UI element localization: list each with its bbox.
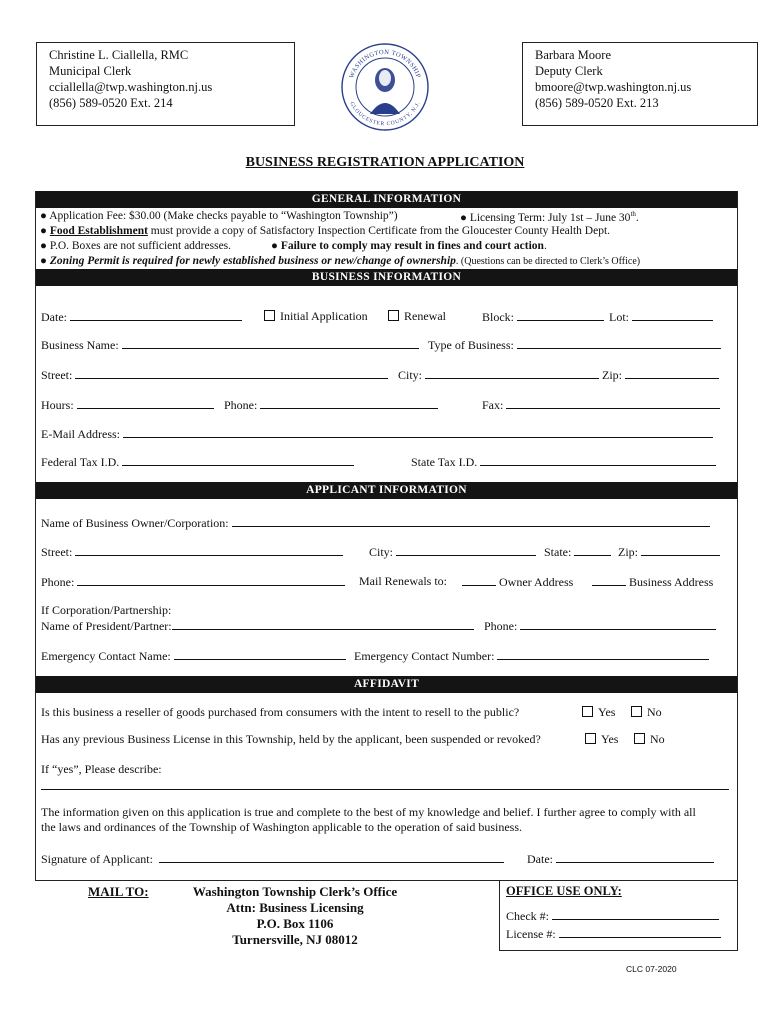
emergency-contact-number-field[interactable]: Emergency Contact Number:: [354, 648, 709, 664]
mail-address-line-1: Washington Township Clerk’s Office: [192, 884, 398, 899]
signature-date-field[interactable]: Date:: [527, 851, 714, 867]
mail-address-line-3: P.O. Box 1106: [256, 916, 334, 931]
renewal-checkbox[interactable]: Renewal: [388, 309, 446, 324]
deputy-phone: (856) 589-0520 Ext. 213: [535, 96, 659, 110]
checkbox-icon[interactable]: [388, 310, 399, 321]
licensing-term: ● Licensing Term: July 1st – June 30th.: [460, 210, 639, 224]
email-field[interactable]: E-Mail Address:: [41, 426, 713, 442]
clerk-name: Christine L. Ciallella, RMC: [49, 48, 189, 62]
office-use-box: [499, 880, 738, 951]
business-date-field[interactable]: Date:: [41, 309, 242, 325]
seal-top-text: WASHINGTON TOWNSHIP: [348, 48, 422, 80]
mailing-address: [170, 884, 420, 948]
clerk-phone: (856) 589-0520 Ext. 214: [49, 96, 173, 110]
mail-to-label: MAIL TO:: [88, 884, 149, 899]
township-seal-logo: [340, 42, 430, 132]
seal-bottom-text: GLOUCESTER COUNTY, N.J.: [348, 100, 422, 128]
suspended-question: Has any previous Business License in this Township, held by the applicant, been suspended or revoked?: [41, 732, 541, 746]
lot-field[interactable]: Lot:: [609, 309, 713, 325]
page-title: BUSINESS REGISTRATION APPLICATION: [245, 155, 525, 170]
deputy-name: Barbara Moore: [535, 48, 612, 62]
applicant-zip-field[interactable]: Zip:: [618, 544, 720, 560]
food-establishment-line: ● Food Establishment must provide a copy of Satisfactory Inspection Certificate from the Gloucester County Health Dept.: [40, 225, 611, 237]
suspended-yes-checkbox[interactable]: Yes: [585, 732, 618, 747]
license-number-field[interactable]: License #:: [506, 926, 721, 942]
emergency-contact-name-field[interactable]: Emergency Contact Name:: [41, 648, 346, 664]
reseller-question: Is this business a reseller of goods purchased from consumers with the intent to resell to the public?: [41, 705, 520, 719]
registration-form: [35, 191, 738, 881]
reseller-no-checkbox[interactable]: No: [631, 705, 662, 720]
reseller-yes-checkbox[interactable]: Yes: [582, 705, 615, 720]
municipal-clerk-contact: [36, 42, 295, 126]
form-code: CLC 07-2020: [626, 964, 677, 974]
office-use-title: OFFICE USE ONLY:: [506, 884, 622, 898]
checkbox-icon[interactable]: [585, 733, 596, 744]
business-owner-field[interactable]: Name of Business Owner/Corporation:: [41, 515, 710, 531]
type-of-business-field[interactable]: Type of Business:: [428, 337, 721, 353]
clerk-title: Municipal Clerk: [49, 64, 132, 78]
owner-address-option[interactable]: Owner Address: [462, 574, 573, 590]
business-information-header: BUSINESS INFORMATION: [36, 269, 737, 286]
suspended-no-checkbox[interactable]: No: [634, 732, 665, 747]
business-street-field[interactable]: Street:: [41, 367, 388, 383]
signature-field[interactable]: Signature of Applicant:: [41, 851, 504, 867]
business-address-option[interactable]: Business Address: [592, 574, 713, 590]
applicant-city-field[interactable]: City:: [369, 544, 536, 560]
deputy-clerk-contact: [522, 42, 758, 126]
affidavit-statement-line-1: The information given on this application is true and complete to the best of my knowledge and belief. I further agree to comply with all: [41, 805, 696, 819]
affidavit-header: AFFIDAVIT: [36, 676, 737, 693]
president-partner-field[interactable]: Name of President/Partner:: [41, 618, 474, 634]
describe-line[interactable]: [41, 789, 729, 790]
mail-address-line-2: Attn: Business Licensing: [226, 900, 364, 915]
president-phone-field[interactable]: Phone:: [484, 618, 716, 634]
checkbox-icon[interactable]: [634, 733, 645, 744]
check-number-field[interactable]: Check #:: [506, 908, 719, 924]
clerk-email: cciallella@twp.washington.nj.us: [49, 80, 213, 94]
deputy-title: Deputy Clerk: [535, 64, 603, 78]
describe-label: If “yes”, Please describe:: [41, 762, 162, 776]
applicant-state-field[interactable]: State:: [544, 544, 611, 560]
fee-line: ● Application Fee: $30.00 (Make checks payable to “Washington Township”): [40, 210, 398, 222]
mail-renewals-label: Mail Renewals to:: [359, 574, 447, 588]
applicant-information-header: APPLICANT INFORMATION: [36, 482, 737, 499]
checkbox-icon[interactable]: [582, 706, 593, 717]
po-box-line: ● P.O. Boxes are not sufficient addresses.: [40, 240, 232, 252]
business-name-field[interactable]: Business Name:: [41, 337, 419, 353]
applicant-phone-field[interactable]: Phone:: [41, 574, 345, 590]
applicant-street-field[interactable]: Street:: [41, 544, 343, 560]
zoning-line: ● Zoning Permit is required for newly established business or new/change of ownership. (Questions can be directed to Clerk’s Office): [40, 255, 641, 267]
initial-application-checkbox[interactable]: Initial Application: [264, 309, 368, 324]
block-field[interactable]: Block:: [482, 309, 604, 325]
general-information-header: GENERAL INFORMATION: [36, 191, 737, 208]
hours-field[interactable]: Hours:: [41, 397, 214, 413]
fax-field[interactable]: Fax:: [482, 397, 720, 413]
business-zip-field[interactable]: Zip:: [602, 367, 719, 383]
checkbox-icon[interactable]: [264, 310, 275, 321]
business-phone-field[interactable]: Phone:: [224, 397, 438, 413]
federal-tax-id-field[interactable]: Federal Tax I.D.: [41, 454, 354, 470]
mail-address-line-4: Turnersville, NJ 08012: [232, 932, 358, 947]
state-tax-id-field[interactable]: State Tax I.D.: [411, 454, 716, 470]
failure-warning: ● Failure to comply may result in fines and court action.: [271, 240, 547, 252]
deputy-email: bmoore@twp.washington.nj.us: [535, 80, 692, 94]
business-city-field[interactable]: City:: [398, 367, 599, 383]
affidavit-statement-line-2: the laws and ordinances of the Township of Washington applicable to the operation of said business.: [41, 820, 522, 834]
corporation-label: If Corporation/Partnership:: [41, 603, 172, 617]
checkbox-icon[interactable]: [631, 706, 642, 717]
